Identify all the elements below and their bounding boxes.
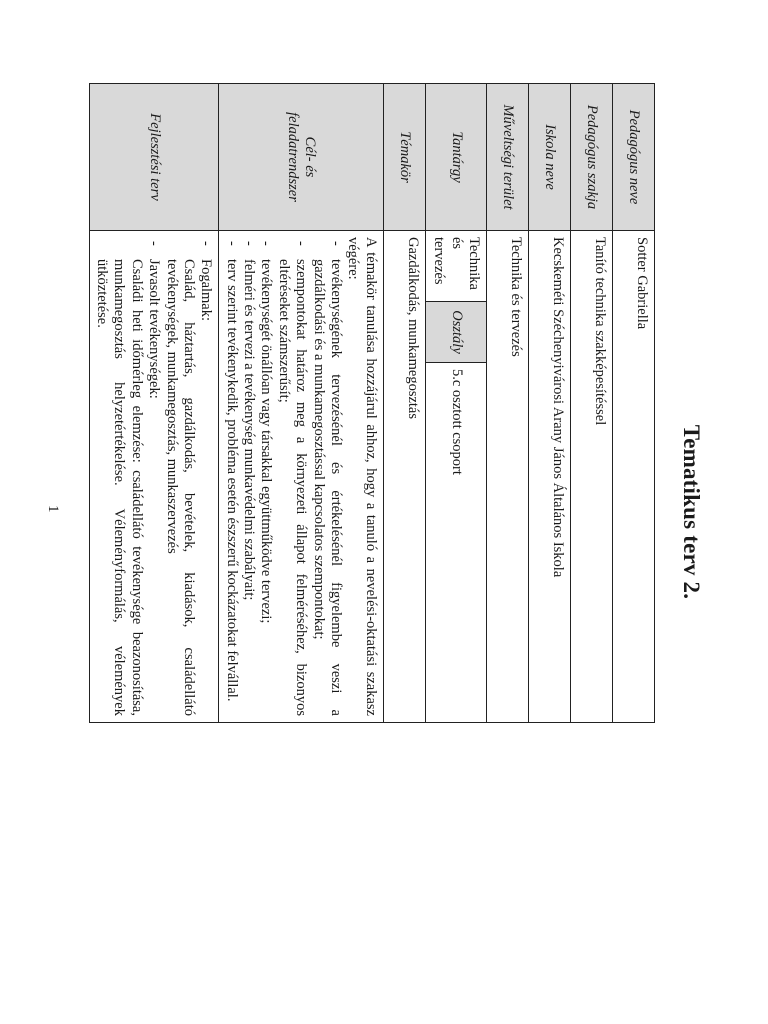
development-list	[93, 237, 215, 716]
goal-item: - terv szerint tevékenykedik, probléma esetén észszerű kockázatokat felvállal.	[222, 259, 239, 716]
value-teacher-name: Sotter Gabriella	[613, 231, 655, 723]
value-subject-area: Technika és tervezés	[487, 231, 529, 723]
value-development-plan	[89, 231, 219, 723]
value-subject: Technika és tervezés	[426, 231, 486, 302]
label-teacher-name: Pedagógus neve	[613, 84, 655, 231]
value-school-name: Kecskeméti Széchenyivárosi Arany János Általános Iskola	[529, 231, 571, 723]
value-topic: Gazdálkodás, munkamegosztás	[383, 231, 425, 723]
goal-item: - tevékenységének tervezésénél és értékelésénél figyelembe veszi a gazdálkodási és a munkamegosztással kapcsolatos szempontokat;	[309, 259, 344, 716]
row-teacher-name	[613, 84, 655, 723]
goals-intro: A témakör tanulása hozzájárul ahhoz, hogy a tanuló a nevelési-oktatási szakasz végére:	[345, 237, 379, 716]
goal-item: - felméri és tervezi a tevékenység munkavédelmi szabályait;	[240, 259, 257, 716]
label-goals	[219, 84, 384, 231]
page-number: 1	[45, 505, 61, 513]
development-text: Családi heti időmérleg elemzése: családellátó tevékenysége beazonosítása, munkamegosztás helyzetértékelése. Véleményformálás, vélemények ütköztetése.	[93, 259, 145, 716]
row-topic	[383, 84, 425, 723]
document-title: Tematikus terv 2.	[679, 424, 704, 600]
row-school-name	[529, 84, 571, 723]
label-goals-line2: feladatrendszer	[285, 112, 302, 202]
value-teacher-qualification: Tanító technika szakképesítéssel	[571, 231, 613, 723]
label-school-name: Iskola neve	[529, 84, 571, 231]
development-heading: - Javasolt tevékenységek:	[146, 259, 163, 399]
goals-list	[222, 237, 344, 716]
goal-item: - tevékenységét önállóan vagy társakkal együttműködve tervezi;	[257, 259, 274, 716]
development-heading: - Fogalmak:	[198, 259, 215, 322]
label-subject: Tantárgy	[425, 84, 486, 231]
label-subject-area: Műveltségi terület	[487, 84, 529, 231]
thematic-plan-table	[89, 83, 655, 723]
row-development-plan	[89, 84, 219, 723]
row-goals	[219, 84, 384, 723]
row-teacher-qualification	[571, 84, 613, 723]
label-class: Osztály	[426, 302, 486, 363]
development-item	[93, 259, 163, 716]
row-subject	[425, 84, 486, 723]
subject-cell	[425, 231, 486, 723]
goal-item: - szempontokat határoz meg a környezeti állapot felméréséhez, bizonyos eltéréseket számszerűsít;	[274, 259, 309, 716]
development-item	[162, 259, 214, 716]
row-subject-area	[487, 84, 529, 723]
subject-subtable	[426, 231, 486, 722]
label-goals-line1: Cél- és	[302, 136, 319, 178]
development-text: Család, háztartás, gazdálkodás, bevételek, kiadások, családellátó tevékenységek, munkamegosztás, munkaszervezés	[163, 259, 197, 716]
label-development-plan: Fejlesztési terv	[89, 84, 219, 231]
value-class: 5.c osztott csoport	[448, 369, 465, 475]
label-teacher-qualification: Pedagógus szakja	[571, 84, 613, 231]
label-topic: Témakör	[383, 84, 425, 231]
value-goals	[219, 231, 384, 723]
